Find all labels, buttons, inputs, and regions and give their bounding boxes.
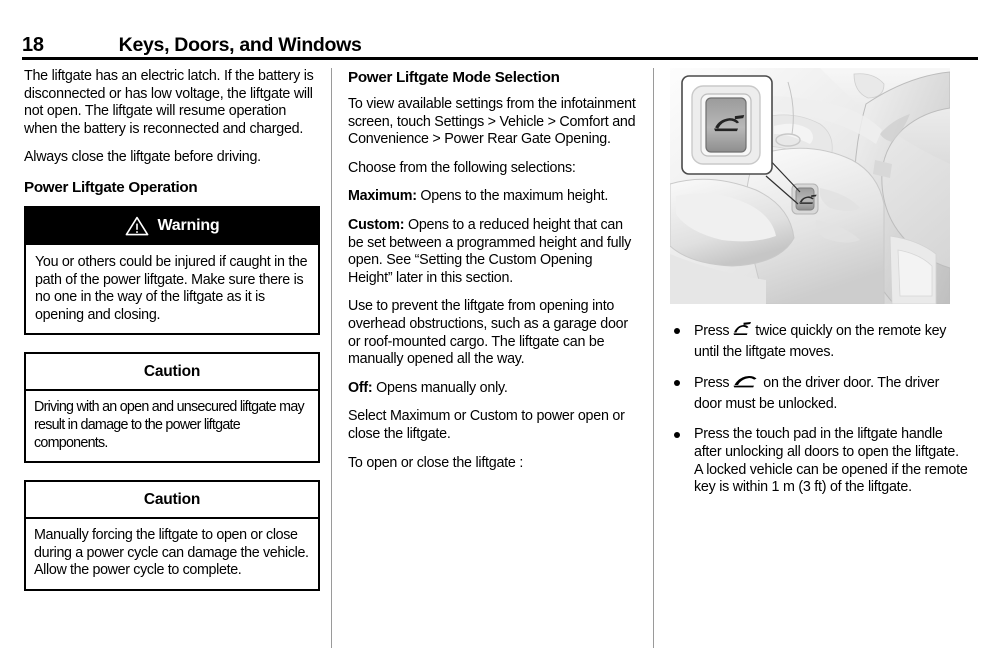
- right-column: [670, 68, 970, 497]
- custom-mode-item: [348, 217, 638, 287]
- mid-paragraph-3: Use to prevent the liftgate from opening into overhead obstructions, such as a garage door or roof-mounted cargo. The liftgate can be manually opened all the way.: [348, 298, 628, 368]
- header-rule: [22, 57, 978, 60]
- custom-text: Opens to a reduced height that can be set between a programmed height and fully open. See “Setting the Custom Opening Height” later in this section.: [348, 216, 632, 286]
- page-number: 18: [22, 34, 44, 56]
- column-divider-2: [653, 68, 654, 648]
- mid-paragraph-5: To open or close the liftgate :: [348, 454, 524, 471]
- liftgate-open-icon: [732, 374, 760, 396]
- power-liftgate-operation-heading: Power Liftgate Operation: [24, 178, 198, 196]
- maximum-text: Opens to the maximum height.: [416, 188, 609, 205]
- warning-box-header: [26, 208, 318, 245]
- liftgate-switch-figure: [670, 68, 950, 304]
- caution-label: Caution: [143, 490, 201, 508]
- left-column: [24, 68, 320, 608]
- warning-text: You or others could be injured if caught in the path of the power liftgate. Make sure there is no one in the way of the liftgate as it is opening and closing.: [35, 253, 308, 323]
- left-paragraph-2: Always close the liftgate before driving.: [24, 149, 261, 166]
- maximum-label: Maximum:: [348, 188, 417, 205]
- bullet-1-text-before: Press: [694, 323, 730, 339]
- columns-container: [0, 68, 1000, 654]
- caution-2-text: Manually forcing the liftgate to open or close during a power cycle can damage the vehicle. Allow the power cycle to complete.: [34, 527, 309, 579]
- caution-label: Caution: [143, 362, 201, 380]
- liftgate-open-instructions: [670, 322, 970, 497]
- list-item: [670, 374, 970, 413]
- bullet-1-text-after: twice quickly on the remote key until the liftgate moves.: [694, 323, 947, 360]
- caution-box-1: [24, 352, 320, 463]
- column-divider-1: [331, 68, 332, 648]
- list-item: [670, 322, 970, 361]
- mid-paragraph-2: Choose from the following selections:: [348, 159, 576, 176]
- warning-label: Warning: [157, 217, 220, 235]
- warning-triangle-icon: [125, 216, 149, 236]
- page-title: Keys, Doors, and Windows: [118, 34, 362, 56]
- custom-label: Custom:: [348, 216, 405, 233]
- list-item: [670, 426, 970, 496]
- page-header: [22, 26, 978, 56]
- bullet-3-text: Press the touch pad in the liftgate handle after unlocking all doors to open the liftgate. A locked vehicle can be opened if the remote key is within 1 m (3 ft) of the liftgate.: [694, 426, 968, 496]
- bullet-dot: [674, 328, 680, 334]
- middle-column: [348, 68, 638, 483]
- mid-paragraph-4: Select Maximum or Custom to power open or close the liftgate.: [348, 408, 625, 442]
- warning-box: [24, 206, 320, 335]
- mid-paragraph-1: To view available settings from the infotainment screen, touch Settings > Vehicle > Comfort and Convenience > Power Rear Gate Opening.: [348, 96, 636, 148]
- caution-box-2-header: [26, 482, 318, 519]
- mode-selection-heading: Power Liftgate Mode Selection: [348, 69, 560, 86]
- bullet-dot: [674, 432, 680, 438]
- bullet-2-text-after: on the driver door. The driver door must be unlocked.: [694, 375, 940, 412]
- remote-key-liftgate-icon: [732, 322, 752, 344]
- left-paragraph-1: The liftgate has an electric latch. If the battery is disconnected or has low voltage, the liftgate will not open. The liftgate will resume operation when the battery is reconnected and charged.: [24, 68, 314, 137]
- svg-text:2: 2: [738, 328, 743, 335]
- maximum-mode-item: [348, 188, 638, 206]
- bullet-2-text-before: Press: [694, 375, 730, 392]
- caution-1-text: Driving with an open and unsecured liftgate may result in damage to the power liftgate components.: [34, 399, 304, 451]
- off-label: Off:: [348, 379, 373, 396]
- off-mode-item: [348, 380, 638, 398]
- bullet-dot: [674, 380, 680, 386]
- off-text: Opens manually only.: [372, 379, 508, 396]
- caution-box-2: [24, 480, 320, 591]
- caution-box-1-header: [26, 354, 318, 391]
